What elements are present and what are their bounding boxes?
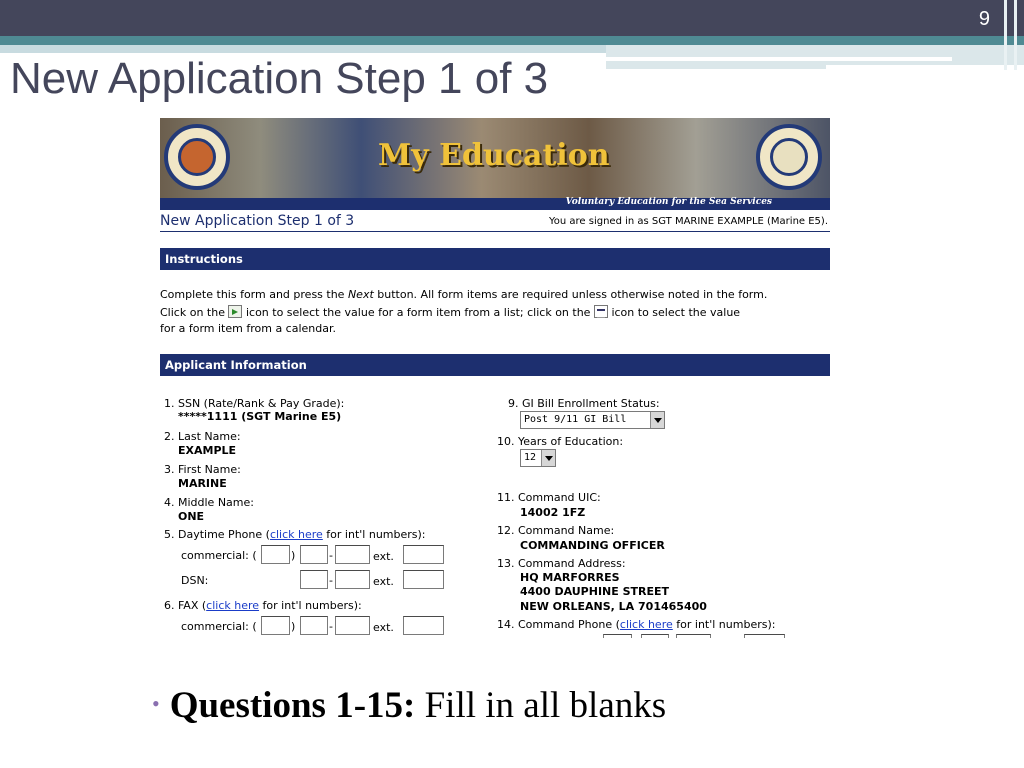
paren-close: ) (291, 549, 296, 562)
command-uic-value: 14002 1FZ (520, 506, 586, 519)
command-phone-label: 14. Command Phone (click here for int'l numbers): (497, 618, 776, 631)
years-of-education-select[interactable]: 12 (520, 449, 556, 467)
tagline-bar (160, 198, 830, 210)
instructions-line: Complete this form and press the Next button. All form items are required unless otherwise noted in the form. (160, 288, 768, 301)
command-phone-area-input[interactable] (603, 634, 632, 638)
slide-title: New Application Step 1 of 3 (10, 54, 549, 103)
last-name-value: EXAMPLE (178, 444, 237, 457)
site-banner (160, 118, 830, 210)
decor-line (1004, 0, 1007, 70)
header-band-right (606, 45, 1024, 69)
gi-bill-status-label: 9. GI Bill Enrollment Status: (508, 397, 660, 410)
paren-close: ) (291, 620, 296, 633)
ext-label: ext. (373, 621, 394, 634)
decor-line (1014, 0, 1017, 70)
list-picker-icon (228, 305, 242, 318)
command-address-label: 13. Command Address: (497, 557, 626, 570)
first-name-value: MARINE (178, 477, 227, 490)
slide-header-bar (0, 0, 1024, 36)
fax-label: 6. FAX (click here for int'l numbers): (164, 599, 362, 612)
my-education-logo: My Education (378, 138, 610, 173)
first-name-label: 3. First Name: (164, 463, 241, 476)
chevron-down-icon (650, 412, 664, 428)
ssn-value: *****1111 (SGT Marine E5) (178, 410, 342, 423)
fax-area-code-input[interactable] (261, 616, 290, 635)
compass-seal-icon (164, 124, 230, 190)
command-phone-prefix-input[interactable] (641, 634, 669, 638)
instructions-line: Click on the icon to select the value for a form item from a list; click on the icon to select the value (160, 306, 741, 319)
calendar-icon (594, 305, 608, 318)
command-name-label: 12. Command Name: (497, 524, 615, 537)
fax-prefix-input[interactable] (300, 616, 328, 635)
command-address-line: 4400 DAUPHINE STREET (520, 585, 670, 598)
command-phone-line-input[interactable] (676, 634, 711, 638)
dash: - (329, 574, 333, 587)
commercial-label: commercial: ( (181, 549, 257, 562)
fax-ext-input[interactable] (403, 616, 444, 635)
command-address-line: HQ MARFORRES (520, 571, 620, 584)
dsn-ext-input[interactable] (403, 570, 444, 589)
intl-numbers-link[interactable]: click here (269, 528, 323, 541)
gi-bill-status-select[interactable]: Post 9/11 GI Bill (520, 411, 665, 429)
header-band-light (0, 45, 606, 53)
signed-in-status: You are signed in as SGT MARINE EXAMPLE (Marine E5). (548, 216, 828, 227)
last-name-label: 2. Last Name: (164, 430, 241, 443)
tagline: Voluntary Education for the Sea Services (565, 197, 772, 207)
dash: - (329, 620, 333, 633)
ext-label: ext. (373, 550, 394, 563)
daytime-phone-label: 5. Daytime Phone (click here for int'l numbers): (164, 528, 426, 541)
fax-line-input[interactable] (335, 616, 370, 635)
page-title: New Application Step 1 of 3 (160, 213, 355, 229)
instructions-line: for a form item from a calendar. (160, 322, 336, 335)
app-screenshot (160, 118, 830, 638)
middle-name-value: ONE (178, 510, 205, 523)
dsn-label: DSN: (181, 574, 209, 587)
dsn-line-input[interactable] (335, 570, 370, 589)
slide-number: 9 (978, 8, 990, 30)
applicant-information-header: Applicant Information (160, 354, 830, 376)
navy-college-seal-icon (756, 124, 822, 190)
intl-numbers-link[interactable]: click here (206, 599, 260, 612)
dsn-prefix-input[interactable] (300, 570, 328, 589)
instructions-header: Instructions (160, 248, 830, 270)
intl-numbers-link[interactable]: click here (619, 618, 673, 631)
command-address-line: NEW ORLEANS, LA 701465400 (520, 600, 707, 613)
command-uic-label: 11. Command UIC: (497, 491, 601, 504)
dash: - (329, 549, 333, 562)
divider (160, 231, 830, 232)
years-of-education-label: 10. Years of Education: (497, 435, 624, 448)
middle-name-label: 4. Middle Name: (164, 496, 254, 509)
phone-prefix-input[interactable] (300, 545, 328, 564)
ssn-label: 1. SSN (Rate/Rank & Pay Grade): (164, 397, 345, 410)
command-phone-ext-input[interactable] (744, 634, 785, 638)
bullet-icon: • (152, 691, 160, 716)
ext-label: ext. (373, 575, 394, 588)
commercial-label: commercial: ( (181, 620, 257, 633)
phone-ext-input[interactable] (403, 545, 444, 564)
phone-area-code-input[interactable] (261, 545, 290, 564)
header-band (0, 36, 1024, 45)
phone-line-input[interactable] (335, 545, 370, 564)
command-name-value: COMMANDING OFFICER (520, 539, 665, 552)
bullet-point: • Questions 1-15: Fill in all blanks (152, 685, 667, 726)
chevron-down-icon (541, 450, 555, 466)
